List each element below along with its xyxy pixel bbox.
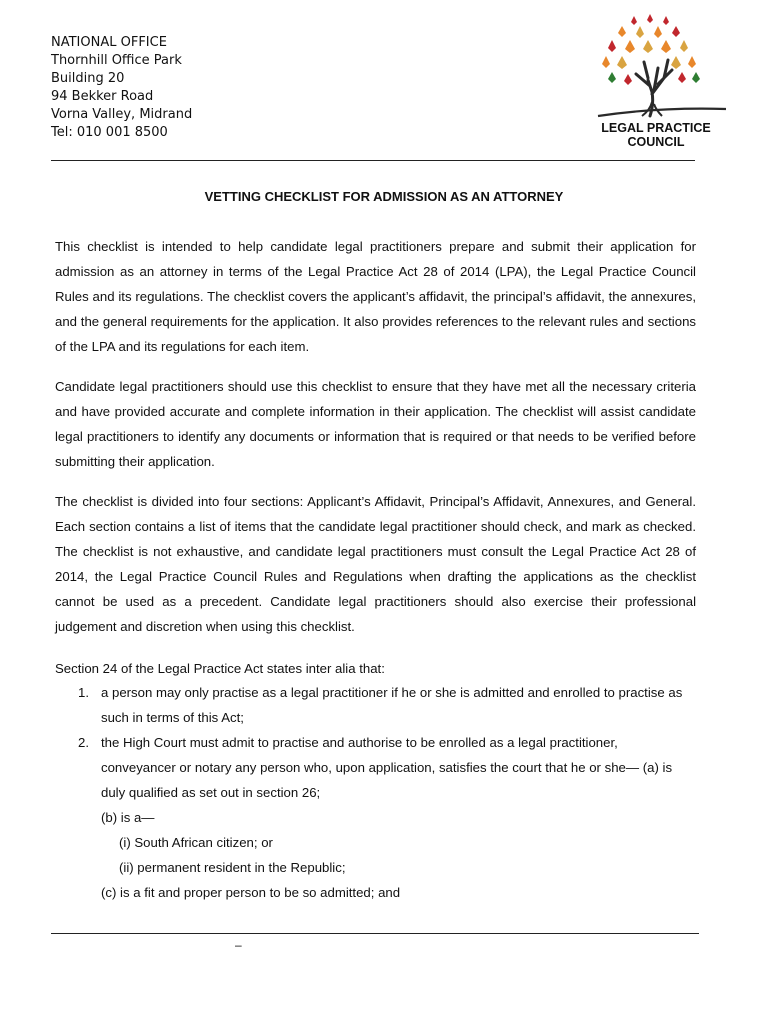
structure-paragraph: The checklist is divided into four sections: Applicant’s Affidavit, Principal’s Affidavit, Annexures, and General. Each section contains a list of items that the candidate legal practitioner should check, and mark as checked. The checklist is not exhaustive, and candidate legal practitioners must consult the Legal Practice Act 28 of 2014, the Legal Practice Council Rules and Regulations when drafting the applications as the checklist cannot be used as a precedent. Candidate legal practitioners should also exercise their professional judgement and discretion when using this checklist. [55, 494, 696, 634]
address-line: Building 20 [51, 70, 125, 86]
list-item [55, 680, 696, 730]
logo-wordmark-line: COUNCIL [627, 135, 685, 149]
list-item-number: 1. [78, 685, 89, 700]
list-item [55, 730, 696, 805]
section-24-list [55, 680, 696, 905]
address-line: Vorna Valley, Midrand [51, 106, 193, 122]
list-subitem: (i) South African citizen; or [119, 835, 273, 850]
list-subitem: (b) is a— [101, 810, 155, 825]
list-item-text: the High Court must admit to practise and authorise to be enrolled as a legal practitioner, conveyancer or notary any person who, upon application, satisfies the court that he or she— (a) is duly qualified as set out in section 26; [101, 735, 673, 800]
footer-divider [51, 933, 699, 934]
list-item-number: 2. [78, 735, 89, 750]
letterhead-address [51, 34, 192, 141]
address-line: Tel: 010 001 8500 [51, 124, 168, 140]
tree-leaves [602, 14, 700, 85]
logo-wordmark [586, 121, 726, 149]
logo-wordmark-line: LEGAL PRACTICE [601, 121, 711, 135]
address-line: Thornhill Office Park [51, 52, 182, 68]
header-divider [51, 160, 695, 161]
footer-mark: – [235, 938, 242, 952]
intro-paragraph: This checklist is intended to help candidate legal practitioners prepare and submit their application for admission as an attorney in terms of the Legal Practice Act 28 of 2014 (LPA), the Legal Practice Council Rules and its regulations. The checklist covers the applicant’s affidavit, the principal’s affidavit, the annexures, and the general requirements for the application. It also provides references to the relevant rules and sections of the LPA and its regulations for each item. [55, 239, 696, 354]
address-line: NATIONAL OFFICE [51, 35, 167, 50]
usage-paragraph: Candidate legal practitioners should use this checklist to ensure that they have met all the necessary criteria and have provided accurate and complete information in their application. The checklist will assist candidate legal practitioners to identify any documents or information that is required or that needs to be verified before submitting their application. [55, 379, 696, 469]
list-subitem: (ii) permanent resident in the Republic; [119, 860, 346, 875]
document-title: VETTING CHECKLIST FOR ADMISSION AS AN ATTORNEY [204, 189, 564, 204]
section-24-intro: Section 24 of the Legal Practice Act states inter alia that: [55, 661, 385, 676]
list-item-text: a person may only practise as a legal practitioner if he or she is admitted and enrolled to practise as such in terms of this Act; [101, 685, 683, 725]
list-subitem: (c) is a fit and proper person to be so admitted; and [101, 885, 401, 900]
address-line: 94 Bekker Road [51, 88, 154, 104]
